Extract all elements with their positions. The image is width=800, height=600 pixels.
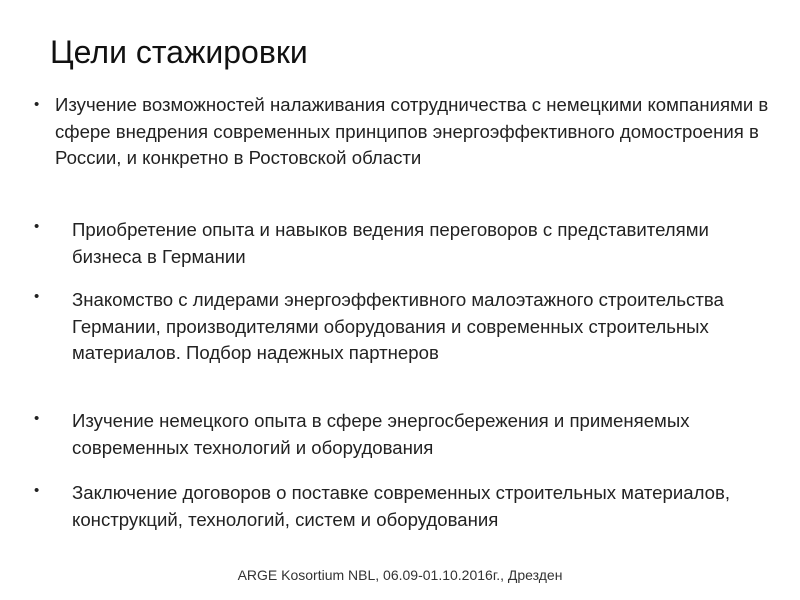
- bullet-text: Изучение возможностей налаживания сотрудничества с немецкими компаниями в сфере внедрения современных принципов энергоэффективного домостроения в России, и конкретно в Ростовской области: [55, 94, 769, 169]
- bullet-item-1: [55, 92, 775, 172]
- bullet-marker: •: [34, 482, 40, 499]
- bullet-marker: •: [34, 96, 40, 113]
- slide-footer: [0, 565, 800, 585]
- bullet-text: Знакомство с лидерами энергоэффективного малоэтажного строительства Германии, производителями оборудования и современных строительных материалов. Подбор надежных партнеров: [72, 289, 724, 364]
- bullet-text: Заключение договоров о поставке современных строительных материалов, конструкций, технологий, систем и оборудования: [72, 482, 731, 530]
- bullet-marker: •: [34, 410, 40, 427]
- bullet-item-5: [72, 480, 772, 533]
- bullet-text: Изучение немецкого опыта в сфере энергосбережения и применяемых современных технологий и оборудования: [72, 410, 690, 458]
- bullet-marker: •: [34, 218, 40, 235]
- bullet-item-4: [72, 408, 772, 461]
- footer-text: ARGE Kosortium NBL, 06.09-01.10.2016г., Дрезден: [237, 567, 563, 583]
- slide-title: Цели стажировки: [50, 34, 308, 70]
- bullet-item-2: [72, 217, 772, 270]
- bullet-item-3: [72, 287, 772, 367]
- bullet-marker: •: [34, 288, 40, 305]
- bullet-text: Приобретение опыта и навыков ведения переговоров с представителями бизнеса в Германии: [72, 219, 709, 267]
